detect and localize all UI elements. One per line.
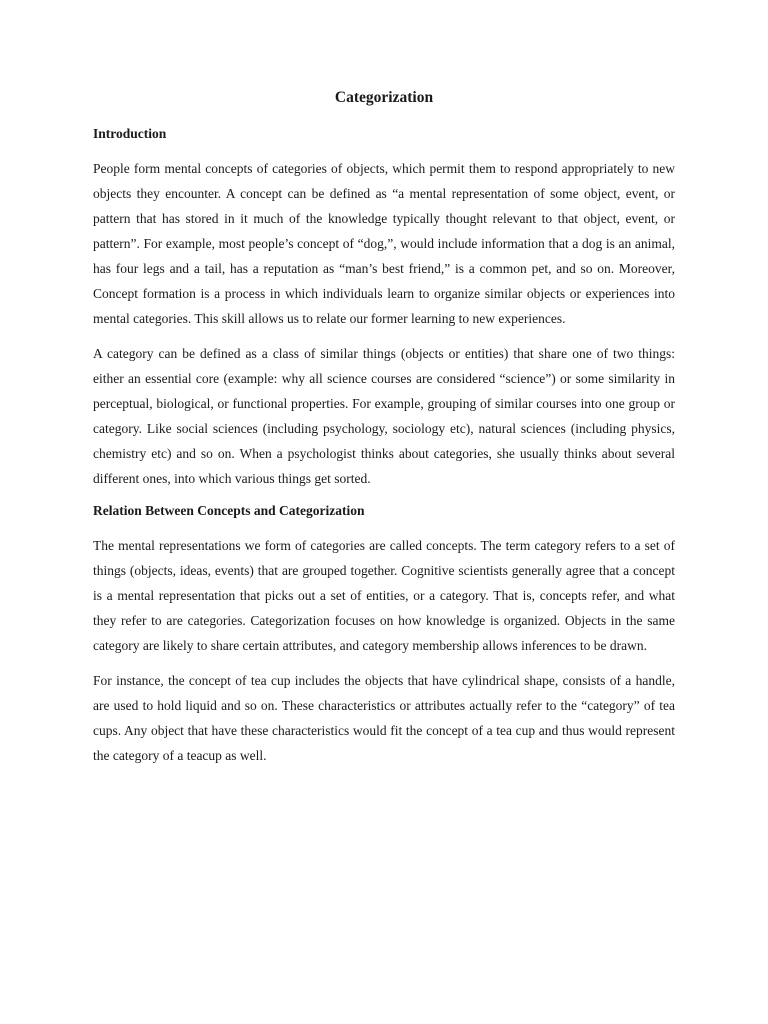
section-heading-introduction: Introduction [93, 126, 167, 141]
document-page [93, 86, 675, 778]
paragraph: People form mental concepts of categories of objects, which permit them to respond appropriately to new objects they encounter. A concept can be defined as “a mental representation of some object, event, or pattern that has stored in it much of the knowledge typically thought relevant to that object, event, or pattern”. For example, most people’s concept of “dog,”, would include information that a dog is an animal, has four legs and a tail, has a reputation as “man’s best friend,” is a common pet, and so on. Moreover, Concept formation is a process in which individuals learn to organize similar objects or experiences into mental categories. This skill allows us to relate our former learning to new experiences. [93, 161, 675, 326]
section-heading-relation: Relation Between Concepts and Categorization [93, 503, 365, 518]
document-title: Categorization [334, 89, 434, 106]
paragraph: For instance, the concept of tea cup includes the objects that have cylindrical shape, consists of a handle, are used to hold liquid and so on. These characteristics or attributes actually refer to the “category” of tea cups. Any object that have these characteristics would fit the concept of a tea cup and thus would represent the category of a teacup as well. [93, 673, 675, 763]
paragraph: The mental representations we form of categories are called concepts. The term category refers to a set of things (objects, ideas, events) that are grouped together. Cognitive scientists generally agree that a concept is a mental representation that picks out a set of entities, or a category. That is, concepts refer, and what they refer to are categories. Categorization focuses on how knowledge is organized. Objects in the same category are likely to share certain attributes, and category membership allows inferences to be drawn. [93, 538, 675, 653]
paragraph: A category can be defined as a class of similar things (objects or entities) that share one of two things: either an essential core (example: why all science courses are considered “science”) or some similarity in perceptual, biological, or functional properties. For example, grouping of similar courses into one group or category. Like social sciences (including psychology, sociology etc), natural sciences (including physics, chemistry etc) and so on. When a psychologist thinks about categories, she usually thinks about several different ones, into which various things get sorted. [93, 346, 675, 486]
